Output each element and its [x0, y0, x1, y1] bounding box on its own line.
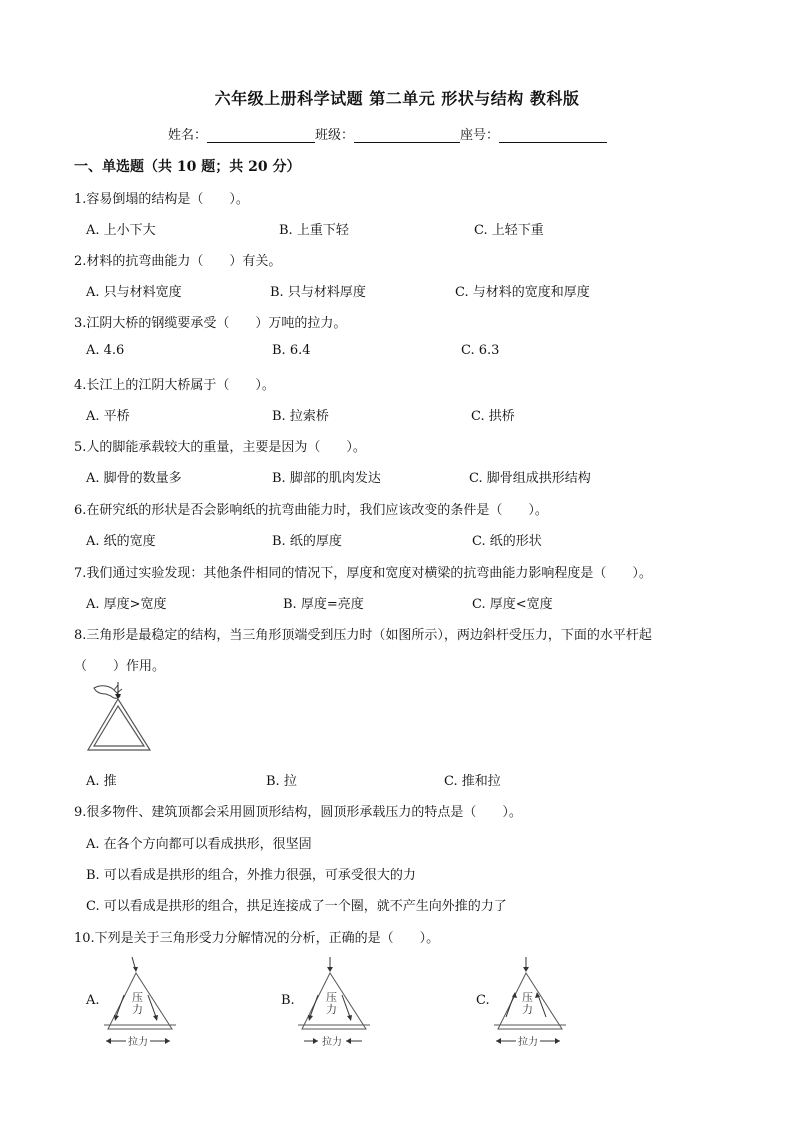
pressure-label-1: 压: [326, 991, 337, 1004]
pressure-label-2: 力: [522, 1003, 533, 1016]
seat-blank[interactable]: [499, 128, 607, 143]
option-c[interactable]: C. 上轻下重: [474, 223, 544, 238]
student-info-row: [168, 124, 607, 143]
option-a[interactable]: A. 只与材料宽度: [86, 285, 182, 300]
name-blank[interactable]: [207, 128, 315, 143]
option-a[interactable]: A. 平桥: [86, 409, 130, 424]
pressure-label-2: 力: [132, 1003, 143, 1016]
option-c[interactable]: C. 厚度<宽度: [472, 597, 553, 612]
option-b[interactable]: B. 厚度=亮度: [283, 597, 364, 612]
question-stem-continued: （ ）作用。: [74, 659, 166, 674]
question-stem: 10.下列是关于三角形受力分解情况的分析，正确的是（ ）。: [74, 931, 440, 946]
option-b[interactable]: B. 6.4: [272, 343, 311, 358]
option-a[interactable]: A. 纸的宽度: [86, 534, 156, 549]
section-heading: 一、单选题（共 10 题；共 20 分）: [74, 159, 301, 175]
force-diagram-c: [492, 955, 568, 1049]
pressure-label-2: 力: [326, 1003, 337, 1016]
question-stem: 8.三角形是最稳定的结构，当三角形顶端受到压力时（如图所示），两边斜杆受压力，下面的水平杆起: [74, 628, 652, 643]
option-b[interactable]: B. 脚部的肌肉发达: [272, 471, 381, 486]
option-b[interactable]: B. 上重下轻: [279, 223, 349, 238]
option-a[interactable]: A. 厚度>宽度: [86, 597, 167, 612]
option-a[interactable]: A. 脚骨的数量多: [86, 471, 182, 486]
option-a[interactable]: A. 推: [86, 774, 117, 789]
option-b[interactable]: B. 纸的厚度: [272, 534, 342, 549]
option-c[interactable]: C. 6.3: [461, 343, 500, 358]
class-blank[interactable]: [354, 128, 460, 143]
question-stem: 2.材料的抗弯曲能力（ ）有关。: [74, 254, 282, 269]
option-c[interactable]: C. 纸的形状: [472, 534, 542, 549]
option-c[interactable]: C. 可以看成是拱形的组合，拱足连接成了一个圈，就不产生向外推的力了: [86, 899, 507, 914]
option-a[interactable]: A.: [86, 993, 100, 1008]
question-stem: 7.我们通过实验发现：其他条件相同的情况下，厚度和宽度对横梁的抗弯曲能力影响程度是（ ）。: [74, 566, 652, 581]
tension-label: 拉力: [322, 1037, 342, 1048]
option-c[interactable]: C.: [476, 993, 490, 1008]
tension-label: 拉力: [128, 1037, 148, 1048]
question-stem: 3.江阴大桥的钢缆要承受（ ）万吨的拉力。: [74, 316, 347, 331]
page-title: 六年级上册科学试题 第二单元 形状与结构 教科版: [214, 89, 580, 108]
option-a[interactable]: A. 4.6: [86, 343, 125, 358]
question-stem: 9.很多物件、建筑顶都会采用圆顶形结构，圆顶形承载压力的特点是（ ）。: [74, 805, 522, 820]
option-b[interactable]: B. 可以看成是拱形的组合，外推力很强，可承受很大的力: [86, 868, 416, 883]
pressure-label-1: 压: [132, 991, 143, 1004]
option-b[interactable]: B. 拉索桥: [272, 409, 329, 424]
seat-label: 座号：: [460, 128, 500, 143]
option-c[interactable]: C. 与材料的宽度和厚度: [455, 285, 590, 300]
question-stem: 5.人的脚能承载较大的重量，主要是因为（ ）。: [74, 440, 366, 455]
option-b[interactable]: B. 只与材料厚度: [270, 285, 366, 300]
option-c[interactable]: C. 脚骨组成拱形结构: [469, 471, 591, 486]
option-a[interactable]: A. 上小下大: [86, 223, 156, 238]
tension-label: 拉力: [518, 1037, 538, 1048]
force-diagram-a: [102, 955, 178, 1049]
question-stem: 4.长江上的江阴大桥属于（ ）。: [74, 378, 275, 393]
question-stem: 6.在研究纸的形状是否会影响纸的抗弯曲能力时，我们应该改变的条件是（ ）。: [74, 503, 548, 518]
option-b[interactable]: B.: [281, 993, 295, 1008]
class-label: 班级：: [315, 128, 355, 143]
pressure-label-1: 压: [522, 991, 533, 1004]
option-b[interactable]: B. 拉: [266, 774, 297, 789]
option-c[interactable]: C. 拱桥: [471, 409, 515, 424]
option-a[interactable]: A. 在各个方向都可以看成拱形，很坚固: [86, 837, 312, 852]
question-stem: 1.容易倒塌的结构是（ ）。: [74, 192, 249, 207]
option-c[interactable]: C. 推和拉: [444, 774, 501, 789]
name-label: 姓名：: [168, 128, 208, 143]
force-diagram-b: [296, 955, 372, 1049]
triangle-pressure-figure: [84, 682, 154, 756]
